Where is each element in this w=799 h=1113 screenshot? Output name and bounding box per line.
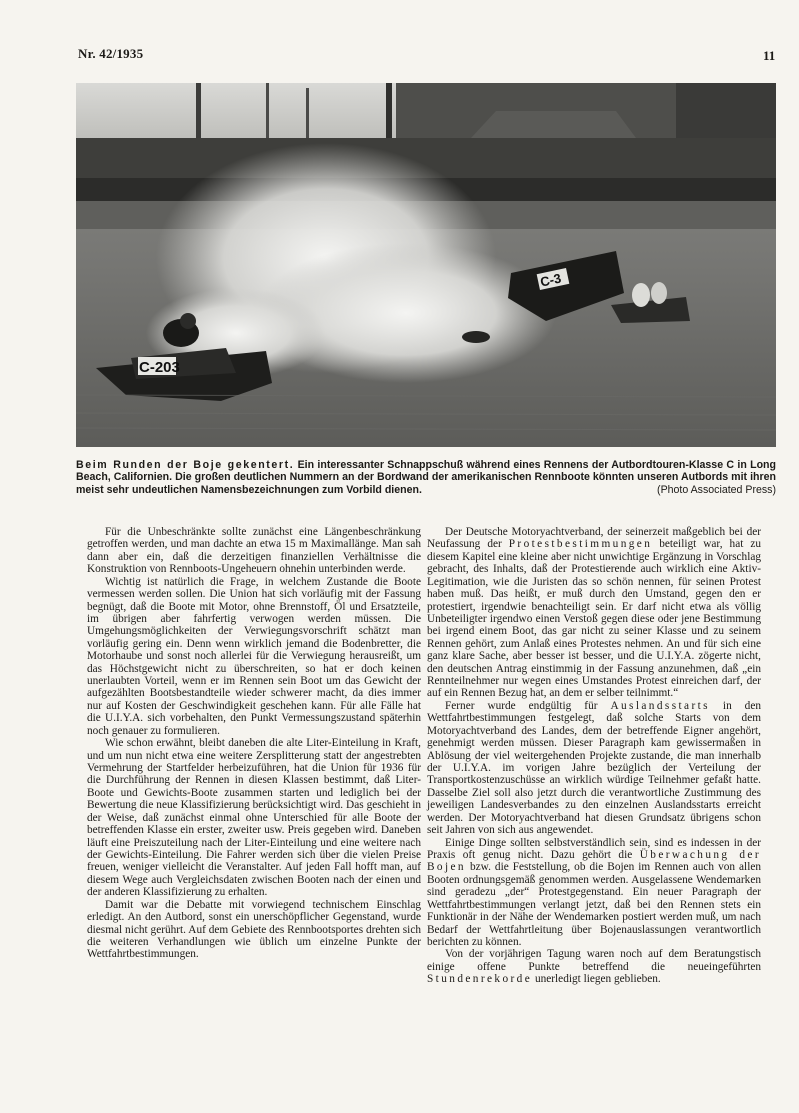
article-column-right [427,526,761,986]
emphasis-term: Auslandsstarts [610,699,710,712]
caption-text: Ein interessanter Schnappschuß während eines Rennens der Autbordtouren-Klasse C in Long Beach, Californien. Die großen deutlichen Nummern an der Bordwand der amerikanischen Rennboote könnten unseren Autbords mit ihren meist sehr undeutlichen Namensbezeichnungen zum Vorbild dienen. [76,459,776,496]
caption-title: Beim Runden der Boje gekentert. [76,459,295,471]
race-photo [76,83,776,447]
paragraph: Der Deutsche Motoryachtverband, der seinerzeit maßgeblich bei der Neufassung der Protestbestimmungen beteiligt war, hat zu diesem Kapitel eine kleine aber nicht unwichtige Ergänzung in Vorschlag gebracht, des Inhalts, daß der Protestierende auch wirklich eine Aktiv-Legitimation, wie die Juristen das so schön nennen, für seinen Protest haben muß. Das heißt, er muß durch den Umstand, gegen den er protestiert, irgendwie benachteiligt sein. Er darf nicht etwa als völlig Unbeteiligter irgendwo einen Verstoß gegen diese oder jene Bestimmung bei irgend einem Boot, das gar nicht zu seiner Klasse und zu seinem Rennen gehört, zum Anlaß eines Protestes nehmen. An und für sich eine ganz klare Sache, aber besser ist besser, und die U.I.Y.A. zögerte nicht, den deutschen Antrag einstimmig in der Fassung anzunehmen, daß „ein Rennteilnehmer nur wegen eines Umstandes Protest einreichen darf, der auf ein Rennen Bezug hat, an dem er selber teilnimmt.“ [427,526,761,700]
photo-credit: (Photo Associated Press) [657,484,776,497]
paragraph: Für die Unbeschränkte sollte zunächst eine Längenbeschränkung getroffen werden, und man dachte an etwa 15 m Maximallänge. Man sah dann aber ein, daß die derzeitigen finanziellen Verhältnisse die Konstruktion von Rennboots-Ungeheuern ohnehin unterbinden werde. [87,526,421,576]
emphasis-term: Stundenrekorde [427,973,533,986]
boat-number-c3: C-3 [538,270,563,290]
issue-number: Nr. 42/1935 [78,46,144,61]
photo-caption [76,459,776,497]
paragraph: Ferner wurde endgültig für Auslandsstarts in den Wettfahrtbestimmungen festgelegt, daß solche Starts von dem Motoryachtverband des Landes, dem der betreffende Eigner angehört, genehmigt werden müssen. Dieser Paragraph kam gewissermaßen in Ablösung der viel weitergehenden Projekte zustande, die man innerhalb der U.I.Y.A. im vorigen Jahre bezüglich der Verteilung der Transportkostenzuschüsse an wirklich würdige Teilnehmer gefaßt hatte. Dasselbe Ziel soll also jetzt durch die verantwortliche Zustimmung des jeweiligen Landesverbandes zu den einzelnen Auslandsstarts erreicht werden. Der Motoryachtverband hat diesen Grundsatz übrigens schon seit Jahren von sich aus angewendet. [427,699,761,837]
paragraph: Von der vorjährigen Tagung waren noch auf dem Beratungstisch einige offene Punkte betreffend die neueingeführten Stundenrekorde unerledigt liegen geblieben. [427,948,761,986]
paragraph: Damit war die Debatte mit vorwiegend technischem Einschlag erledigt. An den Autbord, sonst ein unerschöpflicher Gegenstand, wurde diesmal nicht gerührt. Auf dem Gebiete des Rennbootsportes drehten sich die weiteren Verhandlungen wie üblich um einzelne Punkte der Wettfahrtbestimmungen. [87,898,421,961]
page-number: 11 [763,48,776,63]
paragraph: Einige Dinge sollten selbstverständlich sein, sind es indessen in der Praxis oft genug nicht. Dazu gehört die Überwachung der Bojen bzw. die Feststellung, ob die Bojen im Rennen auch von allen Booten ordnungsgemäß genommen werden. Ausgelassene Wendemarken sind geradezu „der“ Protestgegenstand. Ein neuer Paragraph der Wettfahrtbestimmungen verlangt jetzt, daß bei den Rennen stets ein Funktionär in der Nähe der Wendemarken postiert werden muß, um nach Bedarf der Wettfahrtleitung über Bojenauslassungen verantwortlich berichten zu können. [427,836,761,948]
paragraph: Wie schon erwähnt, bleibt daneben die alte Liter-Einteilung in Kraft, und um nun nicht etwa eine weitere Zersplitterung statt der angestrebten Vermehrung der Startfelder herbeizuführen, hat die Union für 1936 für die Durchführung der Rennen in diesen Klassen bestimmt, daß Liter-Boote und Gewichts-Boote zusammen starten und lediglich bei der Bewertung die neue Klassifizierung berücksichtigt wird. Das geschieht in der Weise, daß zunächst einmal ohne Unterschied für alle Boote der betreffenden Klasse ein erster, zweiter usw. Preis gegeben wird. Daneben läuft eine Preiszuteilung nach der Liter-Einteilung und eine weitere nach der Gewichts-Einteilung. Die Fahrer werden sich über die vielen Preise freuen, weniger vielleicht die Veranstalter. Auf jeden Fall hofft man, auf diesem Wege auch Vergleichsdaten zwischen Booten nach der einen und der anderen Klassifizierung zu erhalten. [87,737,421,899]
paragraph: Wichtig ist natürlich die Frage, in welchem Zustande die Boote vermessen werden sollen. Die Union hat sich vorläufig mit der Fassung begnügt, daß die Boote mit Motor, ohne Brennstoff, Öl und Ersatzteile, im übrigen aber fahrfertig verwogen werden müssen. Die Umgehungsmöglichkeiten der Verwiegungsvorschrift schätzt man vorläufig gering ein. Denn wenn wirklich jemand die Bodenbretter, die Motorhaube und sonst noch allerlei für die Verwiegung herausreißt, um das Höchstgewicht nicht zu überschreiten, so hat er doch keinen unerlaubten Vorteil, wenn er im Rennen sein Boot um das Gewicht der aufgezählten Bootsbestandteile wieder schwerer macht, da dies immer nur auf Kosten der Geschwindigkeit geschehen kann. Für alle Fälle hat die U.I.Y.A. sich vorbehalten, den Punkt Vermessungszustand späterhin noch genauer zu formulieren. [87,575,421,737]
emphasis-term: Protestbestimmungen [508,538,653,551]
emphasis-term: Überwachung der Bojen [427,848,761,874]
article-column-left [87,526,421,961]
boat-number-c203: C-203 [139,359,180,376]
